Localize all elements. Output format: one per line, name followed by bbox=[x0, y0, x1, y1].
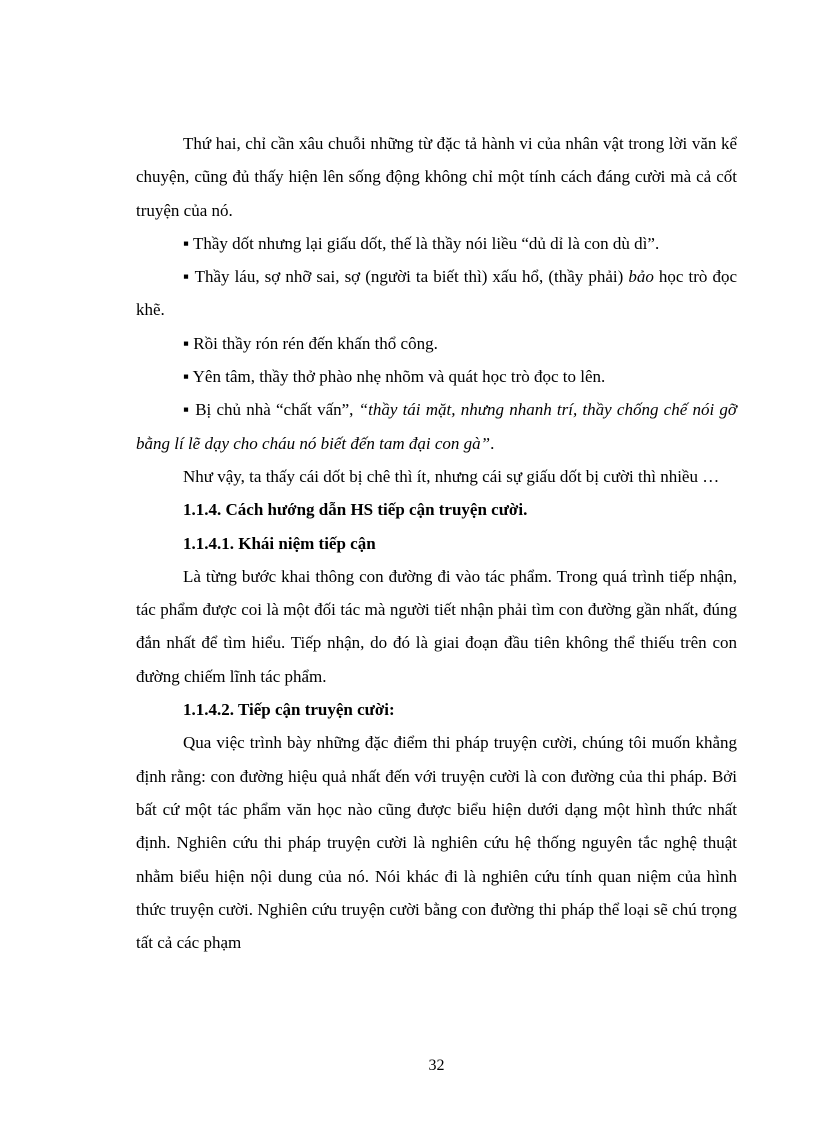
text-run: Thứ hai, chỉ cần xâu chuỗi những từ đặc tả hành vi của nhân vật trong lời văn kể chuyện, cũng đủ thấy hiện lên sống động không chỉ một tính cách đáng cười mà cả cốt truyện của nó. bbox=[136, 134, 737, 220]
paragraph-conclusion bbox=[136, 460, 737, 493]
text-run: . bbox=[490, 433, 495, 453]
bullet-item-4 bbox=[136, 360, 737, 393]
text-run: ▪ Thầy láu, sợ nhỡ sai, sợ (người ta biết thì) xấu hổ, (thầy phải) bbox=[183, 267, 629, 287]
section-heading-1-1-4 bbox=[136, 493, 737, 526]
bullet-item-3 bbox=[136, 327, 737, 360]
document-content bbox=[136, 127, 737, 959]
text-run: Như vậy, ta thấy cái dốt bị chê thì ít, nhưng cái sự giấu dốt bị cười thì nhiều … bbox=[183, 466, 720, 486]
paragraph-tiep-can bbox=[136, 560, 737, 693]
paragraph-intro bbox=[136, 127, 737, 227]
text-run: bảo bbox=[628, 267, 654, 287]
text-run: “thầy tái mặt, nhưng nhanh trí, thầy chống chế nói gỡ bằng lí lẽ dạy cho cháu nó biết đến tam đại con gà” bbox=[136, 400, 737, 453]
paragraph-thi-phap bbox=[136, 726, 737, 959]
text-run: ▪ Thầy dốt nhưng lại giấu dốt, thế là thầy nói liều “dủ dỉ là con dù dì”. bbox=[183, 233, 660, 253]
text-run: ▪ Yên tâm, thầy thở phào nhẹ nhõm và quát học trò đọc to lên. bbox=[183, 367, 606, 387]
text-run: Qua việc trình bày những đặc điểm thi pháp truyện cười, chúng tôi muốn khẳng định rằng: con đường hiệu quả nhất đến với truyện cười là con đường của thi pháp. Bởi bất cứ một tác phẩm văn học nào cũng được biểu hiện dưới dạng một hình thức nhất định. Nghiên cứu thi pháp truyện cười là nghiên cứu hệ thống nguyên tắc nghệ thuật nhằm biểu hiện nội dung của nó. Nói khác đi là nghiên cứu tính quan niệm của hình thức truyện cười. Nghiên cứu truyện cười bằng con đường thi pháp thể loại sẽ chú trọng tất cả các phạm bbox=[136, 733, 737, 953]
text-run: Là từng bước khai thông con đường đi vào tác phẩm. Trong quá trình tiếp nhận, tác phẩm được coi là một đối tác mà người tiết nhận phải tìm con đường gần nhất, đúng đắn nhất để tìm hiểu. Tiếp nhận, do đó là giai đoạn đầu tiên không thể thiếu trên con đường chiếm lĩnh tác phẩm. bbox=[136, 566, 737, 686]
text-run: ▪ Rồi thầy rón rén đến khấn thổ công. bbox=[183, 333, 438, 353]
bullet-item-2 bbox=[136, 260, 737, 327]
text-run: 1.1.4. Cách hướng dẫn HS tiếp cận truyện cười. bbox=[183, 500, 528, 520]
section-heading-1-1-4-2 bbox=[136, 693, 737, 726]
text-run: 1.1.4.1. Khái niệm tiếp cận bbox=[183, 533, 376, 553]
page-number: 32 bbox=[428, 1057, 445, 1074]
text-run: học trò đọc khẽ. bbox=[136, 267, 737, 320]
text-run: 1.1.4.2. Tiếp cận truyện cười: bbox=[183, 700, 395, 720]
section-heading-1-1-4-1 bbox=[136, 527, 737, 560]
bullet-item-1 bbox=[136, 227, 737, 260]
bullet-item-5 bbox=[136, 393, 737, 460]
text-run: ▪ Bị chủ nhà “chất vấn”, bbox=[183, 400, 359, 420]
